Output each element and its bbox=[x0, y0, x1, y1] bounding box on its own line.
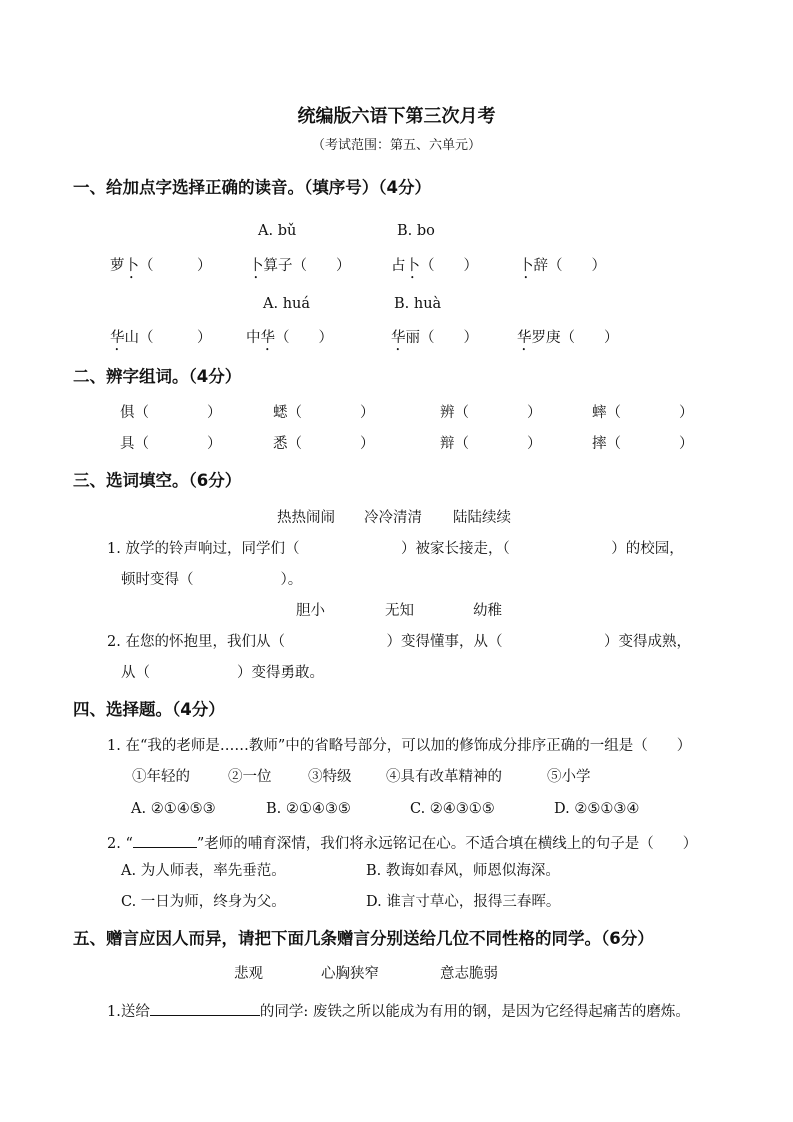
list-item: ⑤小学 bbox=[547, 769, 591, 785]
list-item: ①年轻的 bbox=[132, 769, 190, 785]
answer-option: A. 为人师表，率先垂范。 bbox=[121, 863, 286, 879]
word-item: 卜辞（ ） bbox=[519, 258, 606, 274]
word-item: 华罗庚（ ） bbox=[517, 330, 619, 346]
question-line: 1. 放学的铃声响过，同学们（ ）被家长接走，（ ）的校园， bbox=[107, 541, 684, 557]
word-choice: 幼稚 bbox=[473, 603, 502, 619]
word-item: 中华（ ） bbox=[246, 330, 333, 346]
section-3-heading: 三、选词填空。（6分） bbox=[73, 471, 242, 490]
option-a: A. huá bbox=[263, 296, 311, 312]
word-choice: 悲观 bbox=[234, 966, 263, 982]
word-item: 悉（ ） bbox=[273, 436, 375, 452]
word-item: 俱（ ） bbox=[120, 405, 222, 421]
section-4-heading: 四、选择题。（4分） bbox=[73, 700, 225, 719]
word-choice: 陆陆续续 bbox=[453, 510, 511, 526]
question-line: 顿时变得（ ）。 bbox=[121, 572, 303, 588]
word-choice: 无知 bbox=[385, 603, 414, 619]
answer-option: C. ②④③①⑤ bbox=[410, 801, 495, 817]
answer-option: D. 谁言寸草心，报得三春晖。 bbox=[366, 894, 561, 910]
option-b: B. bo bbox=[397, 223, 435, 239]
question-line: 1.送给 的同学: 废铁之所以能成为有用的钢，是因为它经得起痛苦的磨炼。 bbox=[107, 1001, 690, 1020]
word-item: 摔（ ） bbox=[592, 436, 694, 452]
answer-option: A. ②①④⑤③ bbox=[131, 801, 216, 817]
question-line: 从（ ）变得勇敢。 bbox=[121, 665, 324, 681]
word-item: 辨（ ） bbox=[440, 405, 542, 421]
list-item: ④具有改革精神的 bbox=[386, 769, 502, 785]
section-2-heading: 二、辨字组词。（4分） bbox=[73, 367, 242, 386]
word-item: 辩（ ） bbox=[440, 436, 542, 452]
answer-option: C. 一日为师，终身为父。 bbox=[121, 894, 286, 910]
section-5-heading: 五、赠言应因人而异，请把下面几条赠言分别送给几位不同性格的同学。（6分） bbox=[73, 929, 654, 948]
question-line: 2. 在您的怀抱里，我们从（ ）变得懂事，从（ ）变得成熟， bbox=[107, 634, 691, 650]
word-item: 华山（ ） bbox=[110, 330, 212, 346]
word-choice: 意志脆弱 bbox=[440, 966, 498, 982]
list-item: ③特级 bbox=[308, 769, 352, 785]
word-item: 卜算子（ ） bbox=[249, 258, 351, 274]
question-line: 2. “ ”老师的哺育深情，我们将永远铭记在心。不适合填在横线上的句子是（ ） bbox=[107, 833, 697, 852]
option-a: A. bǔ bbox=[258, 223, 297, 239]
word-item: 萝卜（ ） bbox=[110, 258, 212, 274]
fill-blank[interactable] bbox=[133, 833, 197, 848]
word-item: 占卜（ ） bbox=[391, 258, 478, 274]
answer-option: D. ②⑤①③④ bbox=[554, 801, 640, 817]
answer-option: B. ②①④③⑤ bbox=[266, 801, 351, 817]
page-title: 统编版六语下第三次月考 bbox=[297, 106, 496, 127]
fill-blank[interactable] bbox=[150, 1001, 260, 1016]
word-item: 具（ ） bbox=[120, 436, 222, 452]
word-choice: 冷冷清清 bbox=[364, 510, 422, 526]
question-line: 1. 在“我的老师是……教师”中的省略号部分，可以加的修饰成分排序正确的一组是（ ） bbox=[107, 738, 692, 754]
word-item: 华丽（ ） bbox=[391, 330, 478, 346]
word-choice: 心胸狭窄 bbox=[321, 966, 379, 982]
answer-option: B. 教诲如春风，师恩似海深。 bbox=[366, 863, 560, 879]
option-b: B. huà bbox=[394, 296, 442, 312]
word-item: 蟋（ ） bbox=[273, 405, 375, 421]
list-item: ②一位 bbox=[228, 769, 272, 785]
page-subtitle: （考试范围：第五、六单元） bbox=[311, 138, 481, 153]
word-choice: 胆小 bbox=[296, 603, 325, 619]
word-choice: 热热闹闹 bbox=[277, 510, 335, 526]
section-1-heading: 一、给加点字选择正确的读音。（填序号）（4分） bbox=[73, 178, 431, 197]
word-item: 蟀（ ） bbox=[592, 405, 694, 421]
